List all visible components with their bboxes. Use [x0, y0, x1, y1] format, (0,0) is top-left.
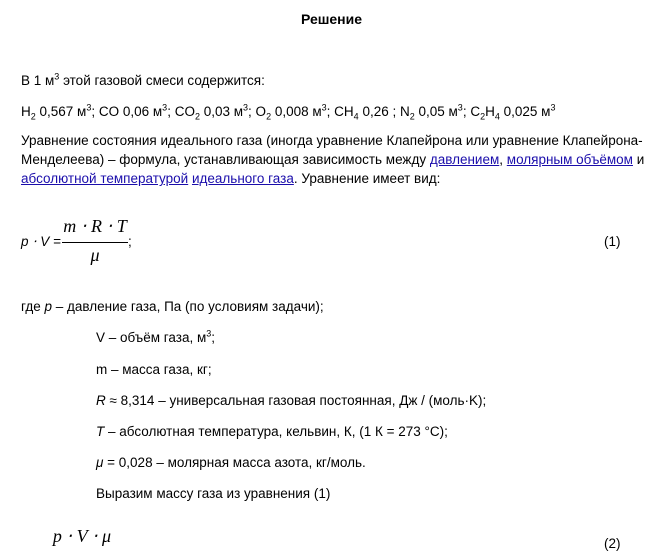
mu-symbol: μ — [96, 455, 104, 470]
composition-line — [21, 102, 556, 122]
co2-sub: 2 — [194, 111, 200, 122]
h2-sub: 2 — [30, 111, 36, 122]
o2-sub: 2 — [266, 111, 272, 122]
co2-sup: 3 — [243, 102, 249, 113]
def-comma: , — [499, 152, 507, 167]
intro-sup: 3 — [54, 71, 60, 82]
where-v — [96, 330, 215, 345]
def-text-1: Уравнение состояния идеального газа (иногда уравнение Клапейрона или уравнение Клапейрона- — [21, 133, 643, 148]
n2-sup: 3 — [457, 102, 463, 113]
c2h4-value: 0,025 м — [499, 104, 551, 119]
where-t — [96, 424, 448, 439]
def-text-2: Менделеева) – формула, устанавливающая зависимость между — [21, 152, 430, 167]
t-desc: – абсолютная температура, кельвин, К, (1 К = 273 °C); — [104, 424, 448, 439]
c2h4-sub2: 4 — [494, 111, 500, 122]
link-ideal-gas[interactable]: идеального газа — [191, 171, 294, 186]
r-desc: ≈ 8,314 – универсальная газовая постоянная, Дж / (моль·K); — [105, 393, 487, 408]
eq1-lhs: p ⋅ V = — [21, 234, 61, 249]
intro-text: В 1 м — [21, 73, 55, 88]
c2h4-sub1: 2 — [480, 111, 486, 122]
link-absolute-temperature[interactable]: абсолютной температурой — [21, 171, 189, 186]
c2h4-label: ; C — [462, 104, 481, 119]
o2-value: 0,008 м — [271, 104, 322, 119]
v-sup: 3 — [206, 328, 212, 339]
ch4-label: ; CH — [326, 104, 354, 119]
intro-line — [21, 73, 265, 88]
where-lead: где — [21, 299, 45, 314]
eq1-denominator: μ — [90, 245, 100, 265]
definition-paragraph — [21, 131, 649, 188]
mu-desc: = 0,028 – молярная масса азота, кг/моль. — [103, 455, 366, 470]
link-molar-volume[interactable]: молярным объёмом — [506, 152, 633, 167]
h2-value: 0,567 м — [35, 104, 87, 119]
o2-label: ; O — [248, 104, 267, 119]
eq2-numerator: p ⋅ V ⋅ μ — [52, 526, 112, 546]
def-and: и — [632, 152, 645, 167]
r-symbol: R — [96, 393, 106, 408]
c2h4-sup: 3 — [550, 102, 556, 113]
def-end: . Уравнение имеет вид: — [293, 171, 441, 186]
eq1-fraction-bar — [62, 242, 128, 243]
n2-value: 0,05 м — [414, 104, 458, 119]
h2-label: H — [21, 104, 31, 119]
intro-rest: этой газовой смеси содержится: — [59, 73, 265, 88]
where-m: m – масса газа, кг; — [96, 362, 212, 377]
co-value: ; CO 0,06 м — [91, 104, 163, 119]
where-r — [96, 393, 486, 408]
eq1-semicolon: ; — [128, 234, 132, 249]
co2-value: 0,03 м — [199, 104, 244, 119]
where-mu — [96, 455, 366, 470]
link-pressure[interactable]: давлением — [429, 152, 500, 167]
c2h4-mid: H — [485, 104, 495, 119]
h2-sup: 3 — [86, 102, 92, 113]
v-desc: V – объём газа, м — [96, 330, 207, 345]
eq2-number: (2) — [604, 536, 621, 551]
where-p — [21, 299, 324, 314]
eq1-number: (1) — [604, 234, 621, 249]
co2-label: ; CO — [167, 104, 195, 119]
n2-sub: 2 — [409, 111, 415, 122]
ch4-sub: 4 — [353, 111, 359, 122]
ch4-value: 0,26 ; N — [358, 104, 410, 119]
t-symbol: T — [96, 424, 105, 439]
express-mass-line: Выразим массу газа из уравнения (1) — [96, 486, 331, 501]
p-desc: – давление газа, Па (по условиям задачи); — [51, 299, 324, 314]
v-end: ; — [211, 330, 216, 345]
eq1-numerator: m ⋅ R ⋅ T — [63, 216, 127, 236]
co-sup: 3 — [162, 102, 168, 113]
p-symbol: p — [44, 299, 52, 314]
page-title: Решение — [300, 11, 363, 27]
o2-sup: 3 — [321, 102, 327, 113]
